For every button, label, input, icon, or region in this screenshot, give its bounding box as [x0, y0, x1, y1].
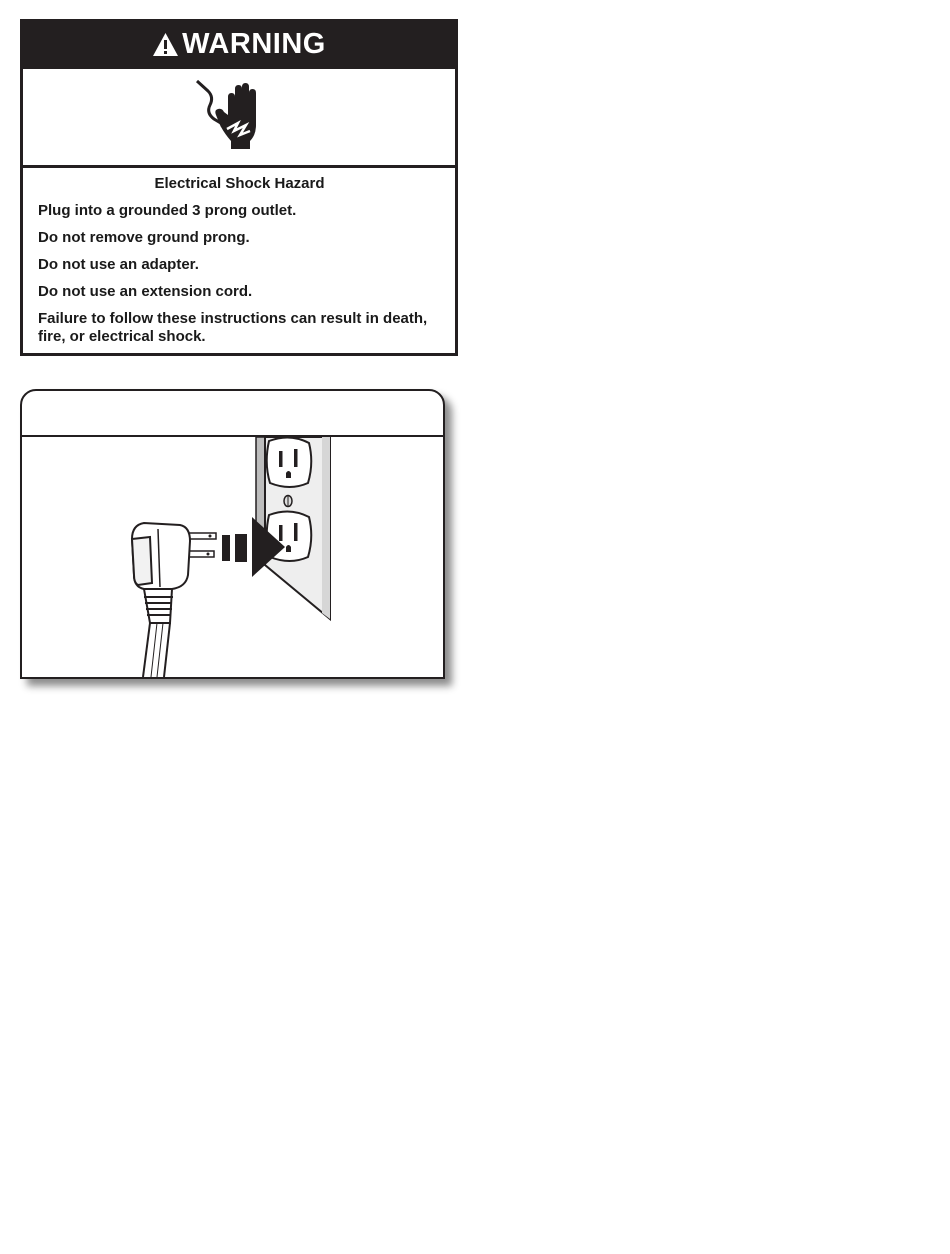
warning-title: WARNING — [182, 27, 326, 60]
electrical-shock-hand-icon — [194, 77, 272, 161]
instruction-grounded-outlet: Plug into a grounded 3 prong outlet. — [38, 202, 297, 219]
hazard-symbol-panel — [23, 69, 455, 168]
warning-triangle-icon — [152, 32, 179, 57]
instruction-adapter: Do not use an adapter. — [38, 256, 199, 273]
warning-label — [20, 19, 458, 356]
plug-into-outlet-illustration — [22, 437, 443, 677]
hazard-title: Electrical Shock Hazard — [154, 175, 325, 192]
figure-header — [22, 391, 443, 437]
instruction-ground-prong: Do not remove ground prong. — [38, 229, 250, 246]
plug-figure — [20, 389, 445, 679]
warning-header — [23, 22, 455, 69]
warning-text — [23, 168, 455, 346]
instruction-extension-cord: Do not use an extension cord. — [38, 283, 253, 300]
instruction-failure-consequence: Failure to follow these instructions can result in death, fire, or electrical shock. — [38, 310, 428, 345]
